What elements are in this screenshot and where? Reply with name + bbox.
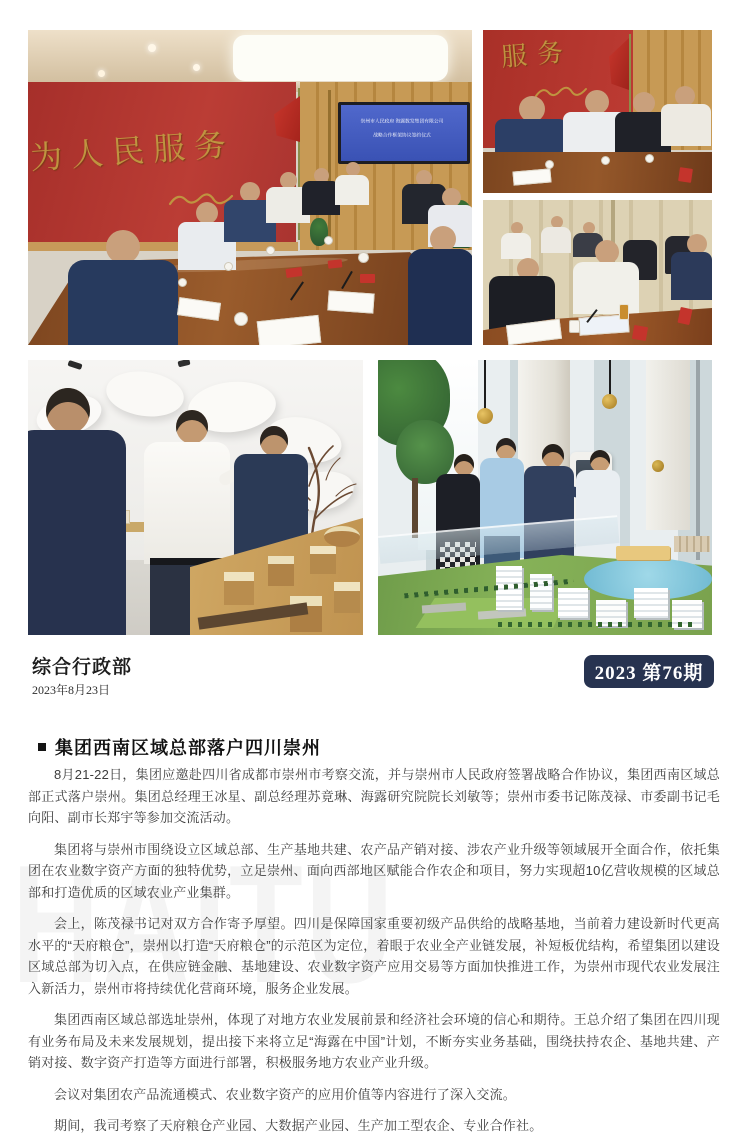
department-label: 综合行政部 [32,657,133,678]
teacup [645,154,654,163]
rice-basket [324,526,360,547]
person-head [240,182,260,202]
teacup [601,156,610,165]
window-mullion [696,360,700,560]
flag-pole [629,34,631,114]
model-building-resort [616,546,670,560]
person-white-shirt [661,104,711,146]
person-head [687,234,707,254]
issue-date: 2023年8月23日 [32,683,111,697]
teacup [266,246,275,255]
wood-trim [28,242,298,251]
square-bullet-icon [38,743,46,751]
article-headline [38,734,321,760]
rice-box [268,556,294,586]
person-white-shirt [573,262,639,314]
issue-number-badge [584,655,714,688]
rice-box [310,546,336,574]
signature-squiggle [533,82,589,102]
pendant-lamp-cable [484,360,486,412]
red-name-card [360,274,375,283]
person-navy-foreground [28,430,126,635]
person-navy-foreground [68,260,178,345]
tree-trunk [412,478,418,538]
pendant-lamp-cable [609,360,611,398]
article-body [28,764,720,1147]
person-head [633,92,655,114]
person-navy-polo-pointing [524,466,574,568]
person-head [542,444,564,468]
red-name-card [328,259,343,268]
document-paper [327,290,374,313]
person-head [106,230,140,264]
person-head [496,438,516,460]
photo-model-exhibition [378,360,712,635]
person-head [590,450,610,472]
recessed-light [98,70,105,77]
person-white-shirt [501,233,531,259]
model-building [530,574,552,610]
person-white-shirt [144,442,230,564]
red-name-card [678,167,693,183]
issue-number-text: 2023 第76期 [594,663,704,684]
rice-box [334,582,360,613]
person-head-glasses [176,410,208,444]
photo-meeting-closeup [483,30,712,193]
pendant-lamp-gold-disc [602,394,617,409]
pendant-lamp-gold-disc [477,408,493,424]
recessed-light [148,44,156,52]
person-head [346,162,360,176]
person-head-glasses [46,388,90,434]
person-head [260,426,288,456]
pillar [646,360,690,530]
teacup [569,320,580,333]
person-white-shirt [541,227,571,253]
paragraph: 8月21-22日，集团应邀赴四川省成都市崇州市考察交流，并与崇州市人民政府签署战略合作协议，集团西南区域总部正式落户崇州。集团总经理王冰星、副总经理苏竟琳、海露研究院院长刘敏等；崇州市委书记陈茂禄、市委副书记毛向阳、副市长郑宇等参加交流活动。 [28,767,720,825]
person-head [585,90,609,114]
teacup [324,236,333,245]
person-head [454,454,474,476]
model-building [634,588,668,618]
headline-text: 集团西南区域总部落户四川崇州 [55,738,321,758]
teacup [178,278,187,287]
paragraph: 会议对集团农产品流通模式、农业数字资产的应用价值等内容进行了深入交流。 [54,1086,517,1102]
photo-main-meeting [28,30,472,345]
document-paper [257,315,322,345]
model-tree-row [498,622,698,627]
person-navy-foreground [408,249,472,345]
paragraph: 会上，陈茂禄书记对双方合作寄予厚望。四川是保障国家重要初级产品供给的战略基地，当前着力建设新时代更高水平的“天府粮仓”，崇州以打造“天府粮仓”的示范区为定位，着眼于农业全产业链发展，补短板优结构，希望集团以建设区域总部为切入点，在供应链金融、基地建设、农业数字资产应用交易等方面加快推进工作，为崇州市现代农业发展注入新活力，崇州市将持续优化营商环境，服务企业发展。 [28,916,720,996]
red-name-card [632,325,648,341]
wall-calligraphy: 服务 [500,36,575,74]
teacup [358,252,369,263]
paragraph: 集团将与崇州市围绕设立区域总部、生产基地共建、农产品产销对接、涉农产业升级等领域展开全面合作，依托集团在农业数字资产方面的独特优势，立足崇州、面向西部地区赋能合作农企和项目，努力实现超10亿营收规模的区域总部和打造优质的区域农业产业集群。 [28,841,720,900]
model-building [558,588,588,618]
paragraph: 集团西南区域总部选址崇州，体现了对地方农业发展前景和经济社会环境的信心和期待。王总介绍了集团在四川现有业务布局及未来发展规划，提出接下来将立足“海露在中国”计划，不断夯实业务基础，围绕扶持农企、基地共建、产销对接、数字资产打造等方面进行部署，积极服务地方农业产业升级。 [28,1012,720,1070]
screen-text-line1: 崇州市人民政府 海露数发集团有限公司 [360,119,444,125]
screen-text-line2: 战略合作框架协议签约仪式 [373,133,431,139]
paragraph: 期间，我司考察了天府粮仓产业园、大数据产业园、生产加工型农企、专业合作社。 [54,1118,543,1133]
wall-calligraphy: 为人民服务 [29,124,237,178]
person-head [675,86,695,106]
photo-meeting-delegation [483,200,712,345]
teacup [224,262,233,271]
photo-showroom-visit [28,360,363,635]
person-head [196,202,218,224]
teacup [234,312,248,326]
ceiling-light-panel [233,35,448,81]
door-line [328,90,331,240]
person-navy-polo [671,252,712,300]
model-building-towers [674,536,710,552]
recessed-light [193,64,200,71]
pendant-lamp-gold-disc [652,460,664,472]
person-head [595,240,619,264]
person-white-shirt [335,175,369,205]
tea-glass [619,304,629,320]
rice-box [224,572,254,605]
